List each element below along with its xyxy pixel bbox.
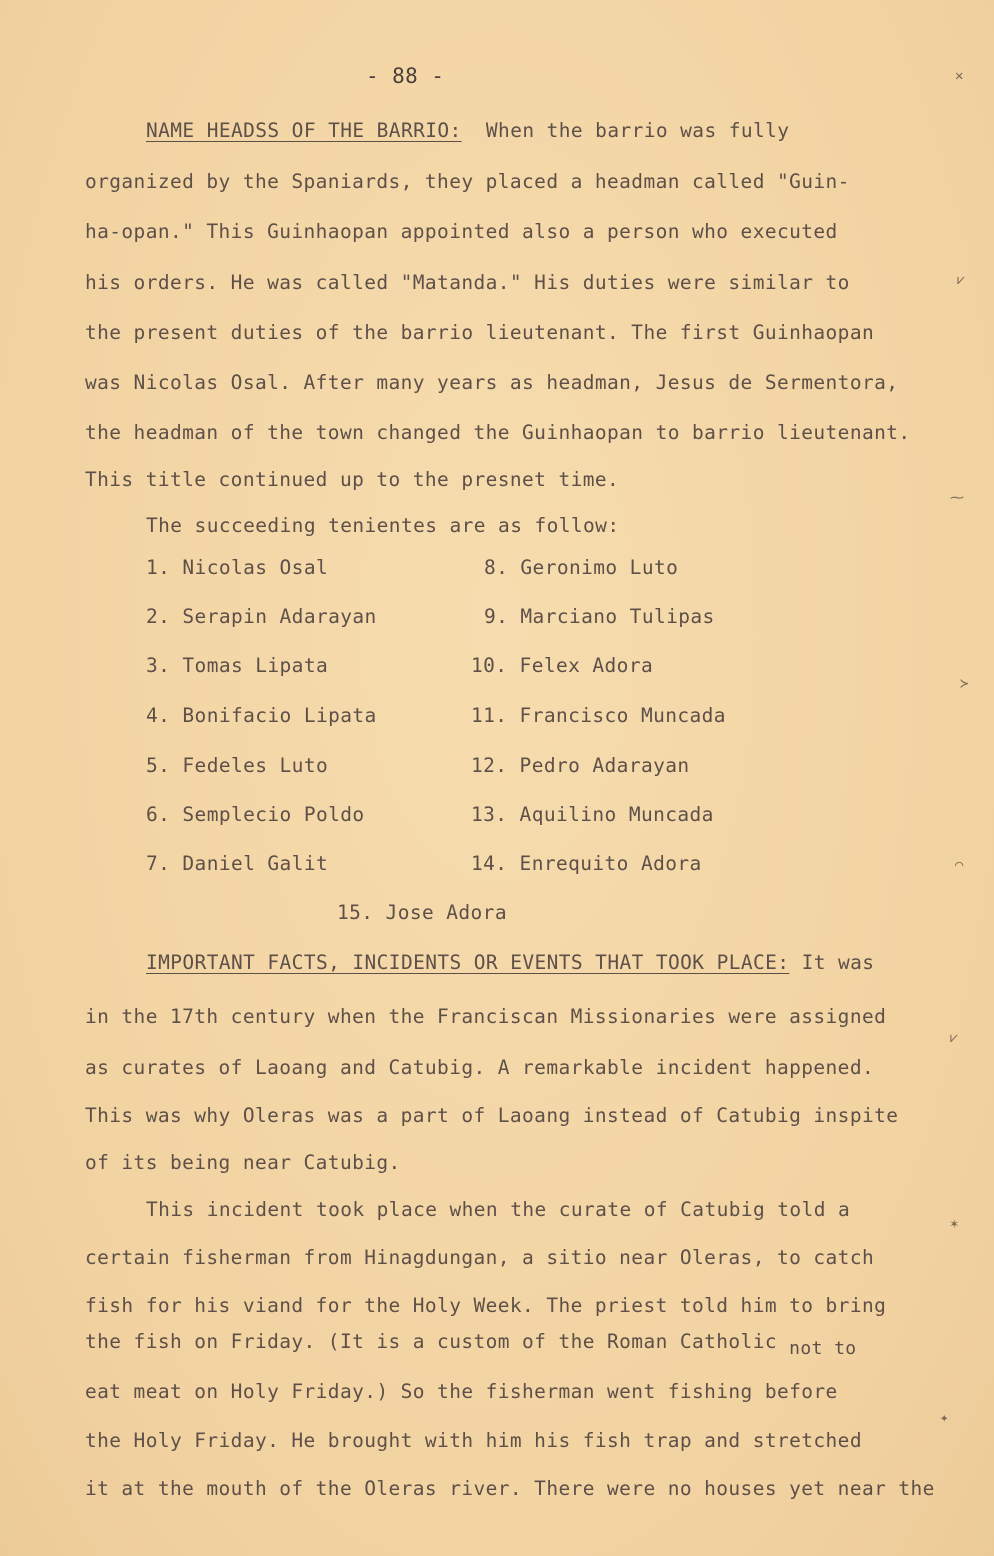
binding-mark-icon: ⌒ [955, 857, 964, 873]
paragraph3-line: This incident took place when the curate of Catubig told a [146, 1198, 851, 1221]
binding-mark-icon: ≻ [960, 676, 969, 692]
section1-line: ha-opan." This Guinhaopan appointed also a person who executed [85, 220, 838, 243]
page-number: - 88 - [366, 64, 445, 88]
binding-mark-icon: ⩗ [957, 272, 965, 288]
list-item: 14. Enrequito Adora [471, 852, 702, 875]
section1-line: the present duties of the barrio lieutenant. The first Guinhaopan [85, 321, 875, 344]
list-item: 2. Serapin Adarayan [146, 605, 377, 628]
binding-mark-icon: ✕ [955, 68, 964, 84]
list-item: 4. Bonifacio Lipata [146, 704, 377, 727]
paragraph3-line: the fish on Friday. (It is a custom of the Roman Catholic [85, 1330, 777, 1353]
section1-line: When the barrio was fully [485, 119, 790, 142]
section2-line: as curates of Laoang and Catubig. A remarkable incident happened. [85, 1056, 875, 1079]
section1-heading: NAME HEADSS OF THE BARRIO: [146, 119, 462, 142]
paragraph3-line: eat meat on Holy Friday.) So the fisherman went fishing before [85, 1380, 838, 1403]
list-item: 8. Geronimo Luto [484, 556, 679, 579]
paragraph3-line: fish for his viand for the Holy Week. The priest told him to bring [85, 1294, 887, 1317]
list-item: 1. Nicolas Osal [146, 556, 329, 579]
binding-mark-icon: ✦ [940, 1410, 949, 1426]
list-item: 12. Pedro Adarayan [471, 754, 690, 777]
paragraph3-line: it at the mouth of the Oleras river. There were no houses yet near the [85, 1477, 935, 1500]
section1-line: was Nicolas Osal. After many years as headman, Jesus de Sermentora, [85, 371, 899, 394]
list-item: 13. Aquilino Muncada [471, 803, 714, 826]
section2-line: This was why Oleras was a part of Laoang instead of Catubig inspite [85, 1104, 899, 1127]
section1-line: the headman of the town changed the Guinhaopan to barrio lieutenant. [85, 421, 911, 444]
section2-line: of its being near Catubig. [85, 1151, 401, 1174]
paragraph3-line: certain fisherman from Hinagdungan, a sitio near Oleras, to catch [85, 1246, 875, 1269]
list-item: 9. Marciano Tulipas [484, 605, 715, 628]
list-item: 6. Semplecio Poldo [146, 803, 365, 826]
paragraph3-line: the Holy Friday. He brought with him his fish trap and stretched [85, 1429, 862, 1452]
list-item: 5. Fedeles Luto [146, 754, 329, 777]
list-item: 7. Daniel Galit [146, 852, 329, 875]
section1-line: organized by the Spaniards, they placed a headman called "Guin- [85, 170, 850, 193]
section1-line: his orders. He was called "Matanda." His duties were similar to [85, 271, 850, 294]
list-item: 10. Felex Adora [471, 654, 654, 677]
list-item: 3. Tomas Lipata [146, 654, 329, 677]
section2-first-line [146, 951, 874, 975]
interlinear-text: not to [789, 1338, 857, 1359]
section1-first-line [146, 119, 789, 143]
section1-line: This title continued up to the presnet time. [85, 468, 620, 491]
section2-line: in the 17th century when the Franciscan Missionaries were assigned [85, 1005, 887, 1028]
list-item: 11. Francisco Muncada [471, 704, 726, 727]
binding-mark-icon: ✶ [950, 1216, 959, 1232]
paragraph3-line-with-sub [85, 1330, 857, 1359]
section2-line: It was [801, 951, 875, 974]
binding-mark-icon: ⩗ [950, 1030, 958, 1046]
list-item-last: 15. Jose Adora [337, 901, 507, 924]
section2-heading: IMPORTANT FACTS, INCIDENTS OR EVENTS THAT TOOK PLACE: [146, 951, 790, 974]
binding-mark-icon: ⁓ [950, 490, 964, 506]
tenientes-intro: The succeeding tenientes are as follow: [146, 514, 620, 537]
